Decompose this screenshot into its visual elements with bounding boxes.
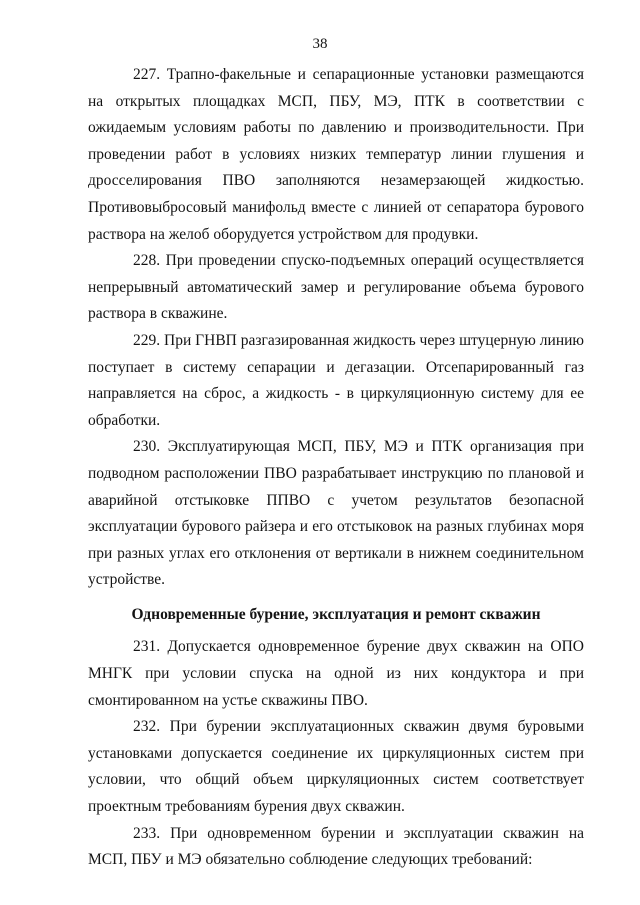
paragraph-230: 230. Эксплуатирующая МСП, ПБУ, МЭ и ПТК организация при подводном расположении ПВО разрабатывает инструкцию по плановой и аварийной отстыковке ППВО с учетом результатов безопасной эксплуатации бурового райзера и его отстыковок на разных глубинах моря при разных углах его отклонения от вертикали в нижнем соединительном устройстве. xyxy=(88,438,584,589)
document-body xyxy=(88,62,584,874)
paragraph-233: 233. При одновременном бурении и эксплуатации скважин на МСП, ПБУ и МЭ обязательно соблюдение следующих требований: xyxy=(88,824,584,869)
section-heading: Одновременные бурение, эксплуатация и ремонт скважин xyxy=(131,605,541,623)
paragraph-229: 229. При ГНВП разгазированная жидкость через штуцерную линию поступает в систему сепарации и дегазации. Отсепарированный газ направляется на сброс, а жидкость - в циркуляционную систему для ее обработки. xyxy=(88,331,584,429)
paragraph-227: 227. Трапно-факельные и сепарационные установки размещаются на открытых площадках МСП, ПБУ, МЭ, ПТК в соответствии с ожидаемым условиям работы по давлению и производительности. При проведении работ в условиях низких температур линии глушения и дросселирования ПВО заполняются незамерзающей жидкостью. Противовыбросовый манифольд вместе с линией от сепаратора бурового раствора на желоб оборудуется устройством для продувки. xyxy=(88,66,584,243)
paragraph-228: 228. При проведении спуско-подъемных операций осуществляется непрерывный автоматический замер и регулирование объема бурового раствора в скважине. xyxy=(88,252,584,323)
paragraph-231: 231. Допускается одновременное бурение двух скважин на ОПО МНГК при условии спуска на одной из них кондуктора и при смонтированном на устье скважины ПВО. xyxy=(88,638,584,709)
page-number: 38 xyxy=(312,36,328,52)
paragraph-232: 232. При бурении эксплуатационных скважин двумя буровыми установками допускается соединение их циркуляционных систем при условии, что общий объем циркуляционных систем соответствует проектным требованиям бурения двух скважин. xyxy=(88,718,584,816)
